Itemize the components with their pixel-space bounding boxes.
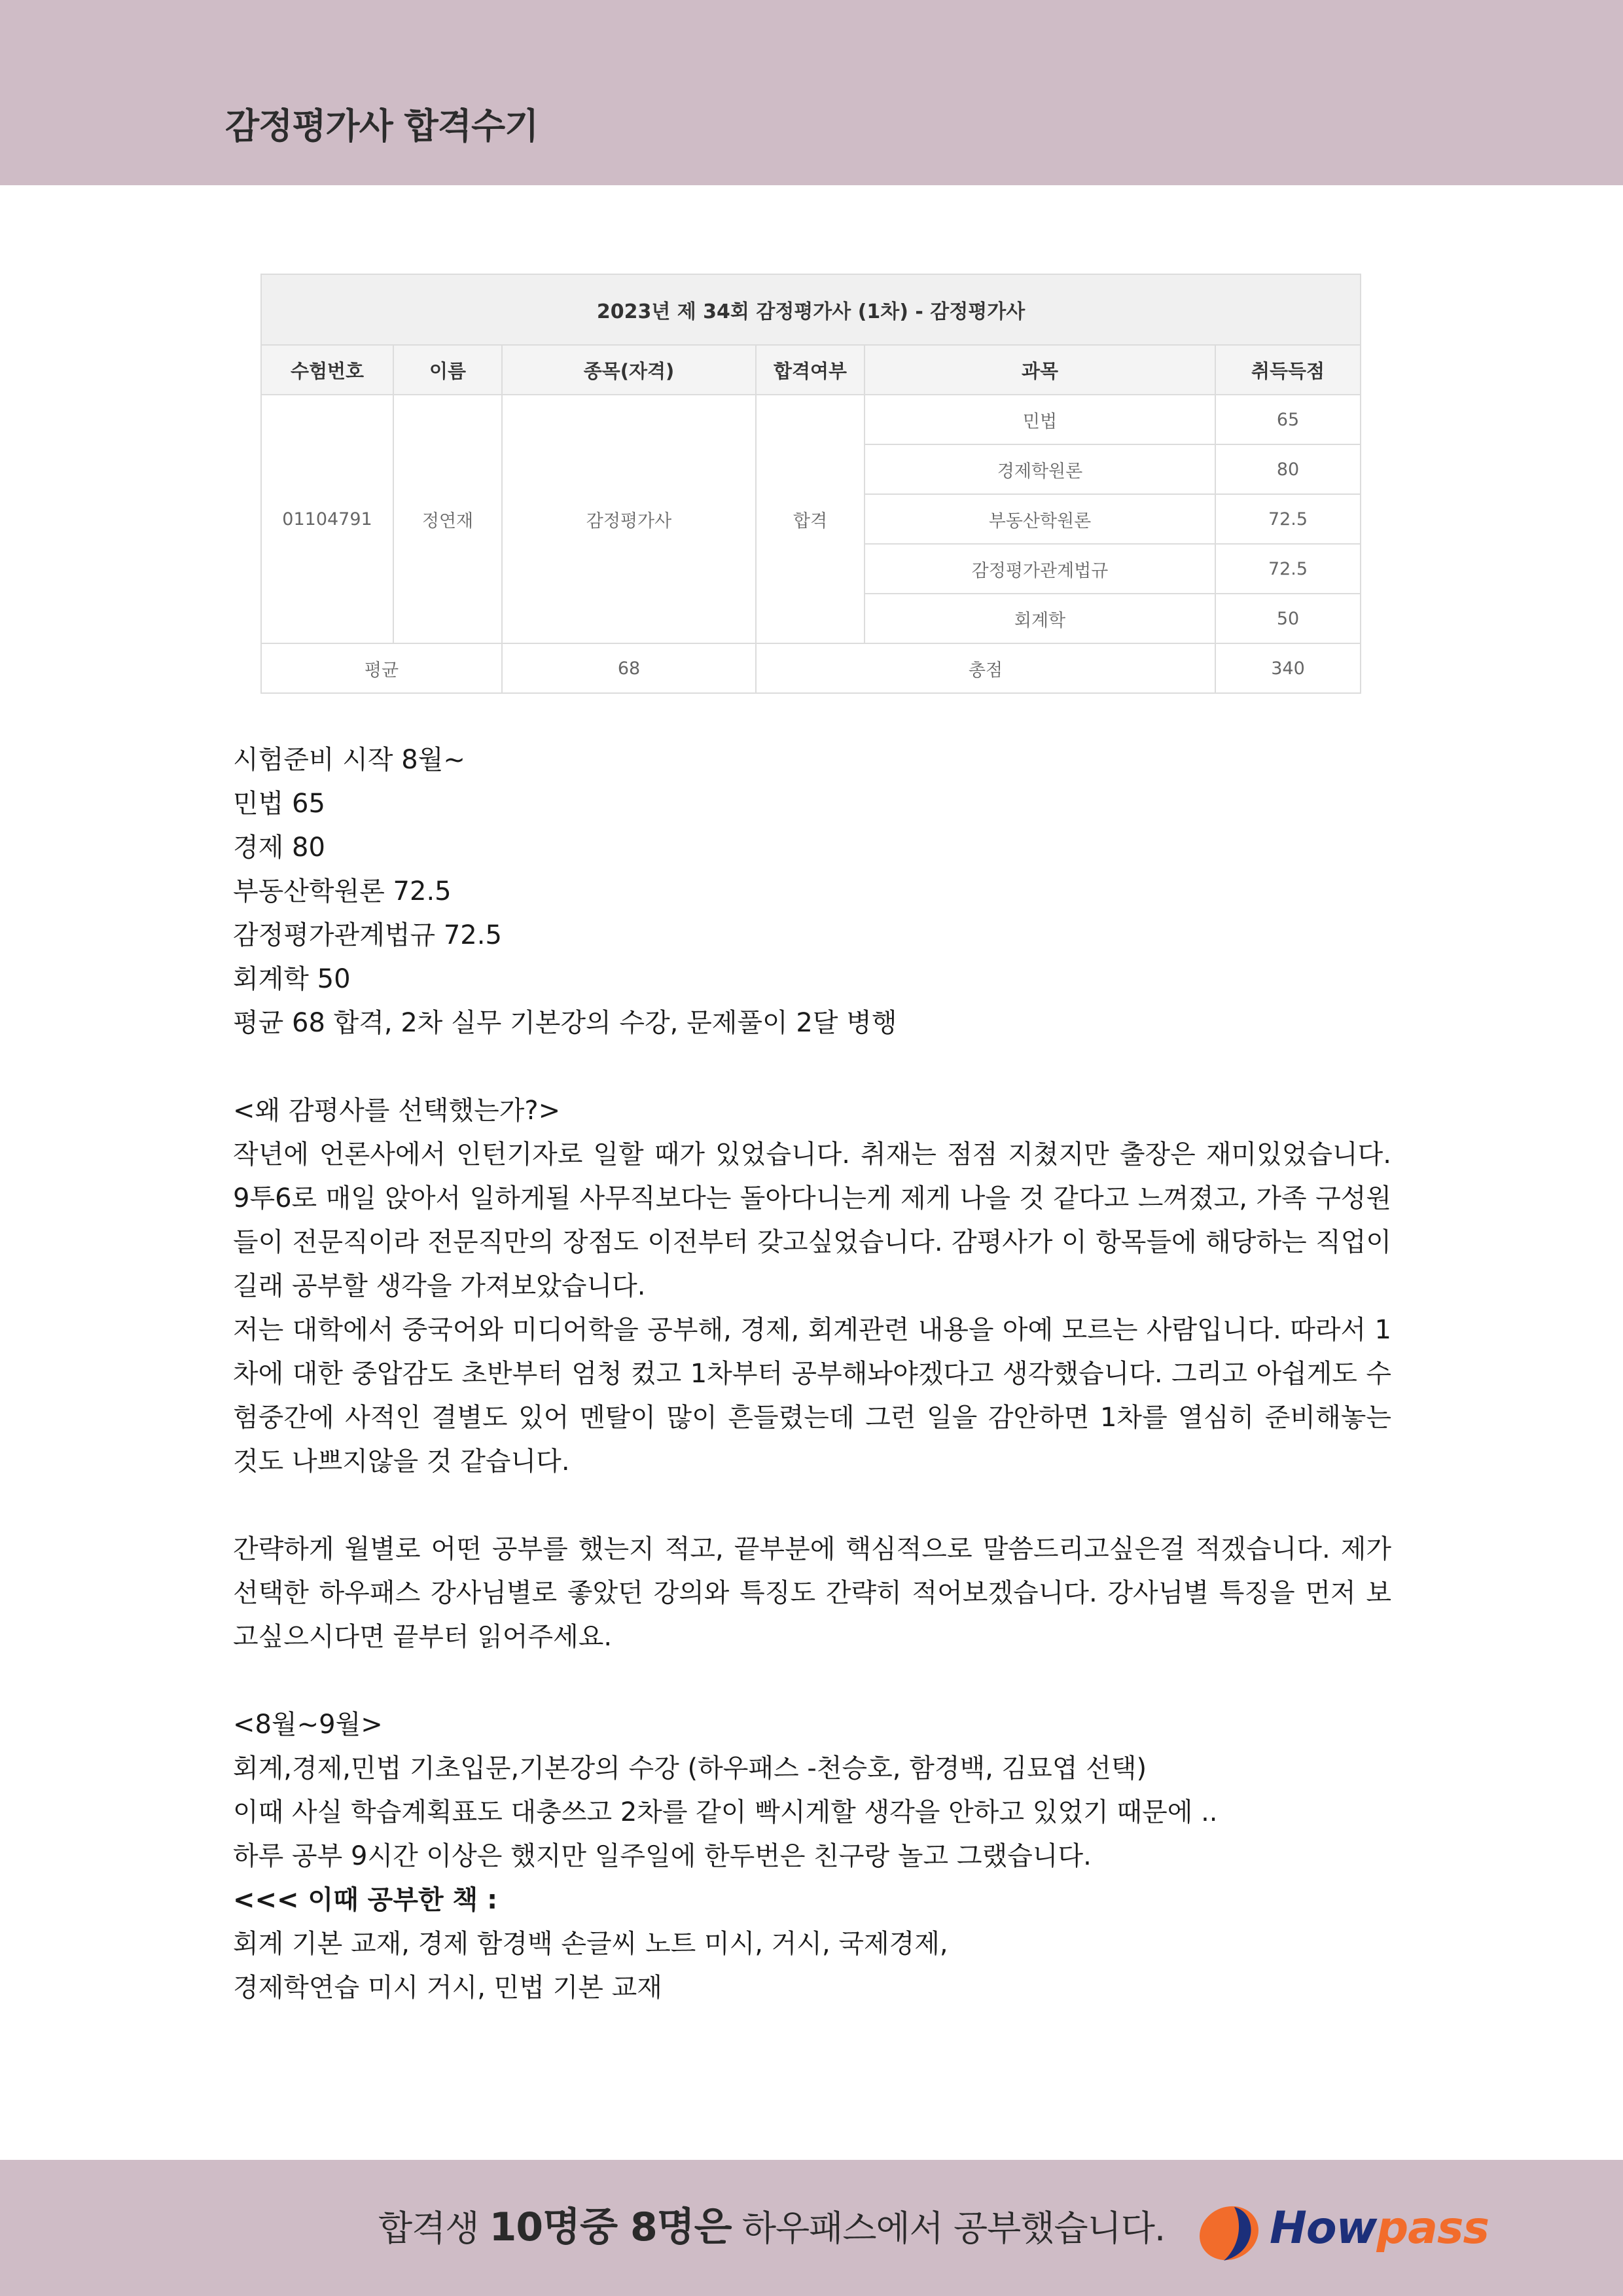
total-value: 340 <box>1215 643 1361 693</box>
body-line: 회계,경제,민법 기초입문,기본강의 수강 (하우패스 -천승호, 함경백, 김묘엽 선택) <box>233 1753 1147 1784</box>
summary-line: 감정평가관계법규 72.5 <box>233 920 502 950</box>
body-line: 회계 기본 교재, 경제 함경백 손글씨 노트 미시, 거시, 국제경제, <box>233 1929 948 1959</box>
spacer <box>233 1484 1391 1528</box>
header-qualification: 종목(자격) <box>502 345 756 395</box>
pass-status: 합격 <box>756 395 865 643</box>
summary-line: 경제 80 <box>233 833 325 863</box>
body-line: 하루 공부 9시간 이상은 했지만 일주일에 한두번은 친구랑 놀고 그랬습니다. <box>233 1841 1092 1871</box>
slogan-prefix: 합격생 <box>378 2208 490 2249</box>
header-score: 취득득점 <box>1215 345 1361 395</box>
section-heading: <8월~9월> <box>233 1710 383 1740</box>
average-value: 68 <box>502 643 756 693</box>
logo-wordmark <box>1270 2202 1489 2254</box>
total-label: 총점 <box>756 643 1215 693</box>
table-header-row <box>261 345 1361 395</box>
summary-line: 회계학 50 <box>233 964 351 994</box>
body-line: 경제학연습 미시 거시, 민법 기본 교재 <box>233 1973 662 2003</box>
summary-line: 시험준비 시작 8월~ <box>233 745 465 775</box>
header-result: 합격여부 <box>756 345 865 395</box>
page-title: 감정평가사 합격수기 <box>225 105 539 147</box>
paragraph: 간략하게 월별로 어떤 공부를 했는지 적고, 끝부분에 핵심적으로 말씀드리고싶은걸 적겠습니다. 제가 선택한 하우패스 강사님별로 좋았던 강의와 특징도 간략히 적어보겠습니다. 강사님별 특징을 먼저 보고싶으시다면 끝부터 읽어주세요. <box>233 1534 1391 1652</box>
subject-name: 경제학원론 <box>865 444 1215 494</box>
subject-score: 50 <box>1215 594 1361 643</box>
qualification: 감정평가사 <box>502 395 756 643</box>
table-caption: 2023년 제 34회 감정평가사 (1차) - 감정평가사 <box>261 274 1361 345</box>
exam-number: 01104791 <box>261 395 393 643</box>
subject-score: 72.5 <box>1215 494 1361 544</box>
summary-line: 평균 68 합격, 2차 실무 기본강의 수강, 문제풀이 2달 병행 <box>233 1008 897 1038</box>
subject-score: 80 <box>1215 444 1361 494</box>
header-name: 이름 <box>393 345 502 395</box>
subject-name: 민법 <box>865 395 1215 444</box>
score-table <box>260 274 1361 694</box>
paragraph: 작년에 언론사에서 인턴기자로 일할 때가 있었습니다. 취재는 점점 지쳤지만 출장은 재미있었습니다. 9투6로 매일 앉아서 일하게될 사무직보다는 돌아다니는게 제게 나을 것 같다고 느껴졌고, 가족 구성원들이 전문직이라 전문직만의 장점도 이전부터 갖고싶었습니다. 감평사가 이 항목들에 해당하는 직업이길래 공부할 생각을 가져보았습니다. <box>233 1139 1391 1301</box>
subject-score: 65 <box>1215 395 1361 444</box>
header-subject: 과목 <box>865 345 1215 395</box>
books-heading: <<< 이때 공부한 책 : <box>233 1885 498 1915</box>
paragraph: 저는 대학에서 중국어와 미디어학을 공부해, 경제, 회계관련 내용을 아예 모르는 사람입니다. 따라서 1차에 대한 중압감도 초반부터 엄청 컸고 1차부터 공부해놔야겠다고 생각했습니다. 그리고 아쉽게도 수험중간에 사적인 결별도 있어 멘탈이 많이 흔들렸는데 그런 일을 감안하면 1차를 열심히 준비해놓는 것도 나쁘지않을 것 같습니다. <box>233 1315 1391 1477</box>
table-row <box>261 395 1361 444</box>
subject-name: 감정평가관계법규 <box>865 544 1215 594</box>
spacer <box>233 1045 1391 1089</box>
slogan-highlight: 10명중 8명은 <box>489 2204 732 2250</box>
header-band <box>0 0 1623 185</box>
summary-line: 부동산학원론 72.5 <box>233 876 452 906</box>
slogan-suffix: 하우패스에서 공부했습니다. <box>731 2208 1166 2249</box>
footer-slogan <box>378 2196 1165 2252</box>
subject-score: 72.5 <box>1215 544 1361 594</box>
header-exam-no: 수험번호 <box>261 345 393 395</box>
body-line: 이때 사실 학습계획표도 대충쓰고 2차를 같이 빡시게할 생각을 안하고 있었기 때문에 .. <box>233 1797 1218 1827</box>
article-body <box>233 738 1391 2010</box>
summary-line: 민법 65 <box>233 789 325 819</box>
table-summary-row <box>261 643 1361 693</box>
subject-name: 회계학 <box>865 594 1215 643</box>
logo-main: How <box>1270 2202 1377 2254</box>
spacer <box>233 1659 1391 1703</box>
candidate-name: 정연재 <box>393 395 502 643</box>
table-caption-row <box>261 274 1361 345</box>
subject-name: 부동산학원론 <box>865 494 1215 544</box>
logo-accent: pass <box>1376 2202 1489 2254</box>
average-label: 평균 <box>261 643 502 693</box>
section-heading: <왜 감평사를 선택했는가?> <box>233 1096 561 1126</box>
